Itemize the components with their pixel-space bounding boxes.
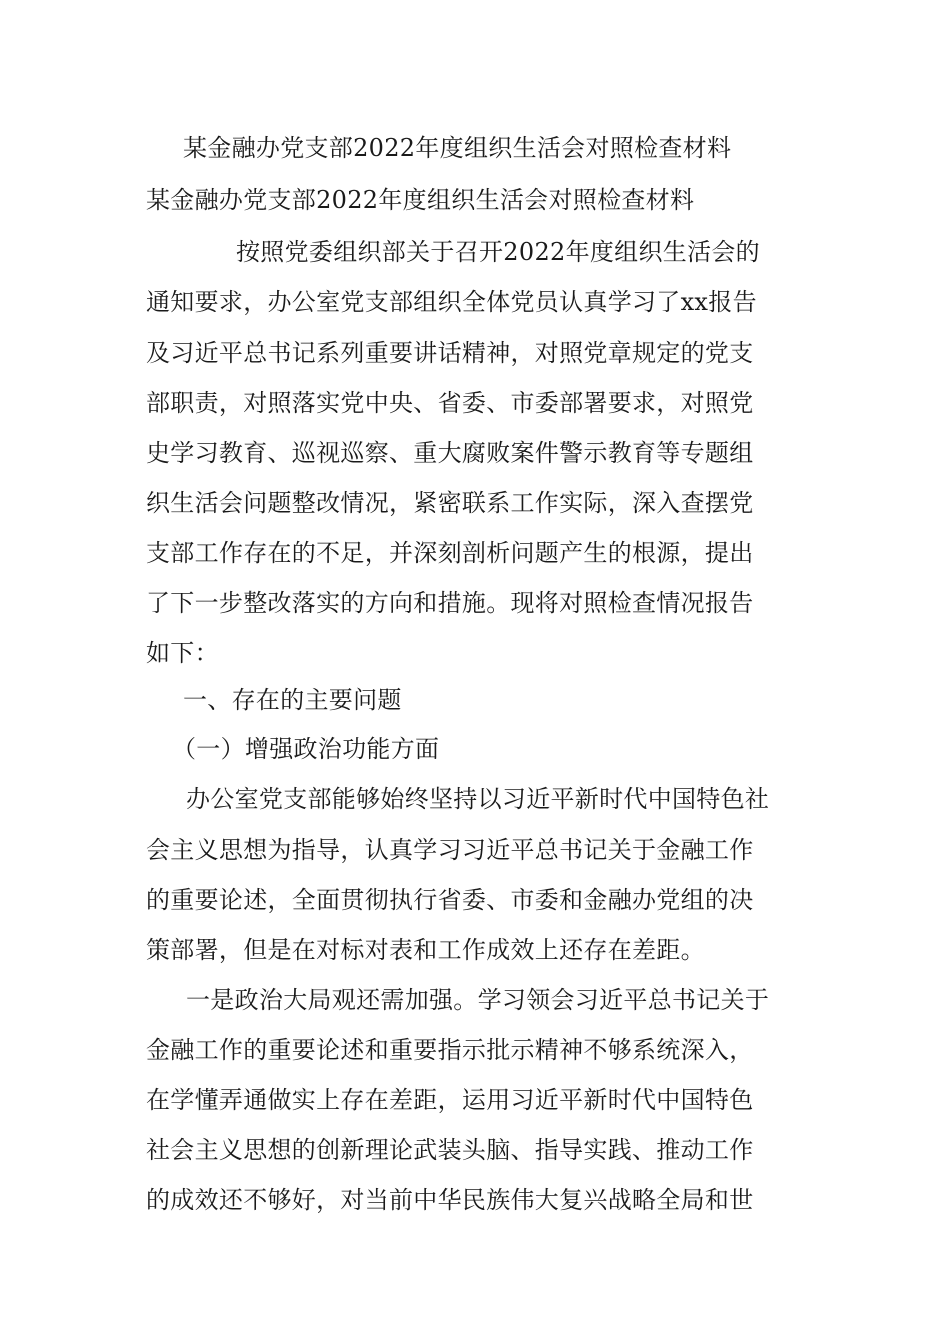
paragraph-line: 会主义思想为指导，认真学习习近平总书记关于金融工作 [146,836,754,864]
intro-line: 按照党委组织部关于召开2022年度组织生活会的 [236,238,760,266]
paragraph-line: 金融工作的重要论述和重要指示批示精神不够系统深入， [146,1036,754,1064]
intro-line: 通知要求，办公室党支部组织全体党员认真学习了xx报告 [146,288,757,316]
intro-line: 织生活会问题整改情况，紧密联系工作实际，深入查摆党 [146,489,754,517]
subsection-heading: （一）增强政治功能方面 [172,735,440,763]
document-title: 某金融办党支部2022年度组织生活会对照检查材料 [183,134,732,162]
paragraph-line: 社会主义思想的创新理论武装头脑、指导实践、推动工作 [146,1136,754,1164]
paragraph-line: 策部署，但是在对标对表和工作成效上还存在差距。 [146,936,705,964]
intro-line: 支部工作存在的不足，并深刻剖析问题产生的根源，提出 [146,539,754,567]
intro-line: 及习近平总书记系列重要讲话精神，对照党章规定的党支 [146,339,754,367]
paragraph-line: 的重要论述，全面贯彻执行省委、市委和金融办党组的决 [146,886,754,914]
intro-line: 如下： [146,639,219,667]
paragraph-line: 办公室党支部能够始终坚持以习近平新时代中国特色社 [186,785,770,813]
paragraph-line: 一是政治大局观还需加强。学习领会习近平总书记关于 [186,986,770,1014]
section-heading: 一、存在的主要问题 [183,686,402,714]
intro-line: 了下一步整改落实的方向和措施。现将对照检查情况报告 [146,589,754,617]
paragraph-line: 的成效还不够好，对当前中华民族伟大复兴战略全局和世 [146,1186,754,1214]
intro-line: 部职责，对照落实党中央、省委、市委部署要求，对照党 [146,389,754,417]
paragraph-line: 在学懂弄通做实上存在差距，运用习近平新时代中国特色 [146,1086,754,1114]
intro-line: 史学习教育、巡视巡察、重大腐败案件警示教育等专题组 [146,439,754,467]
document-title-repeat: 某金融办党支部2022年度组织生活会对照检查材料 [146,186,695,214]
